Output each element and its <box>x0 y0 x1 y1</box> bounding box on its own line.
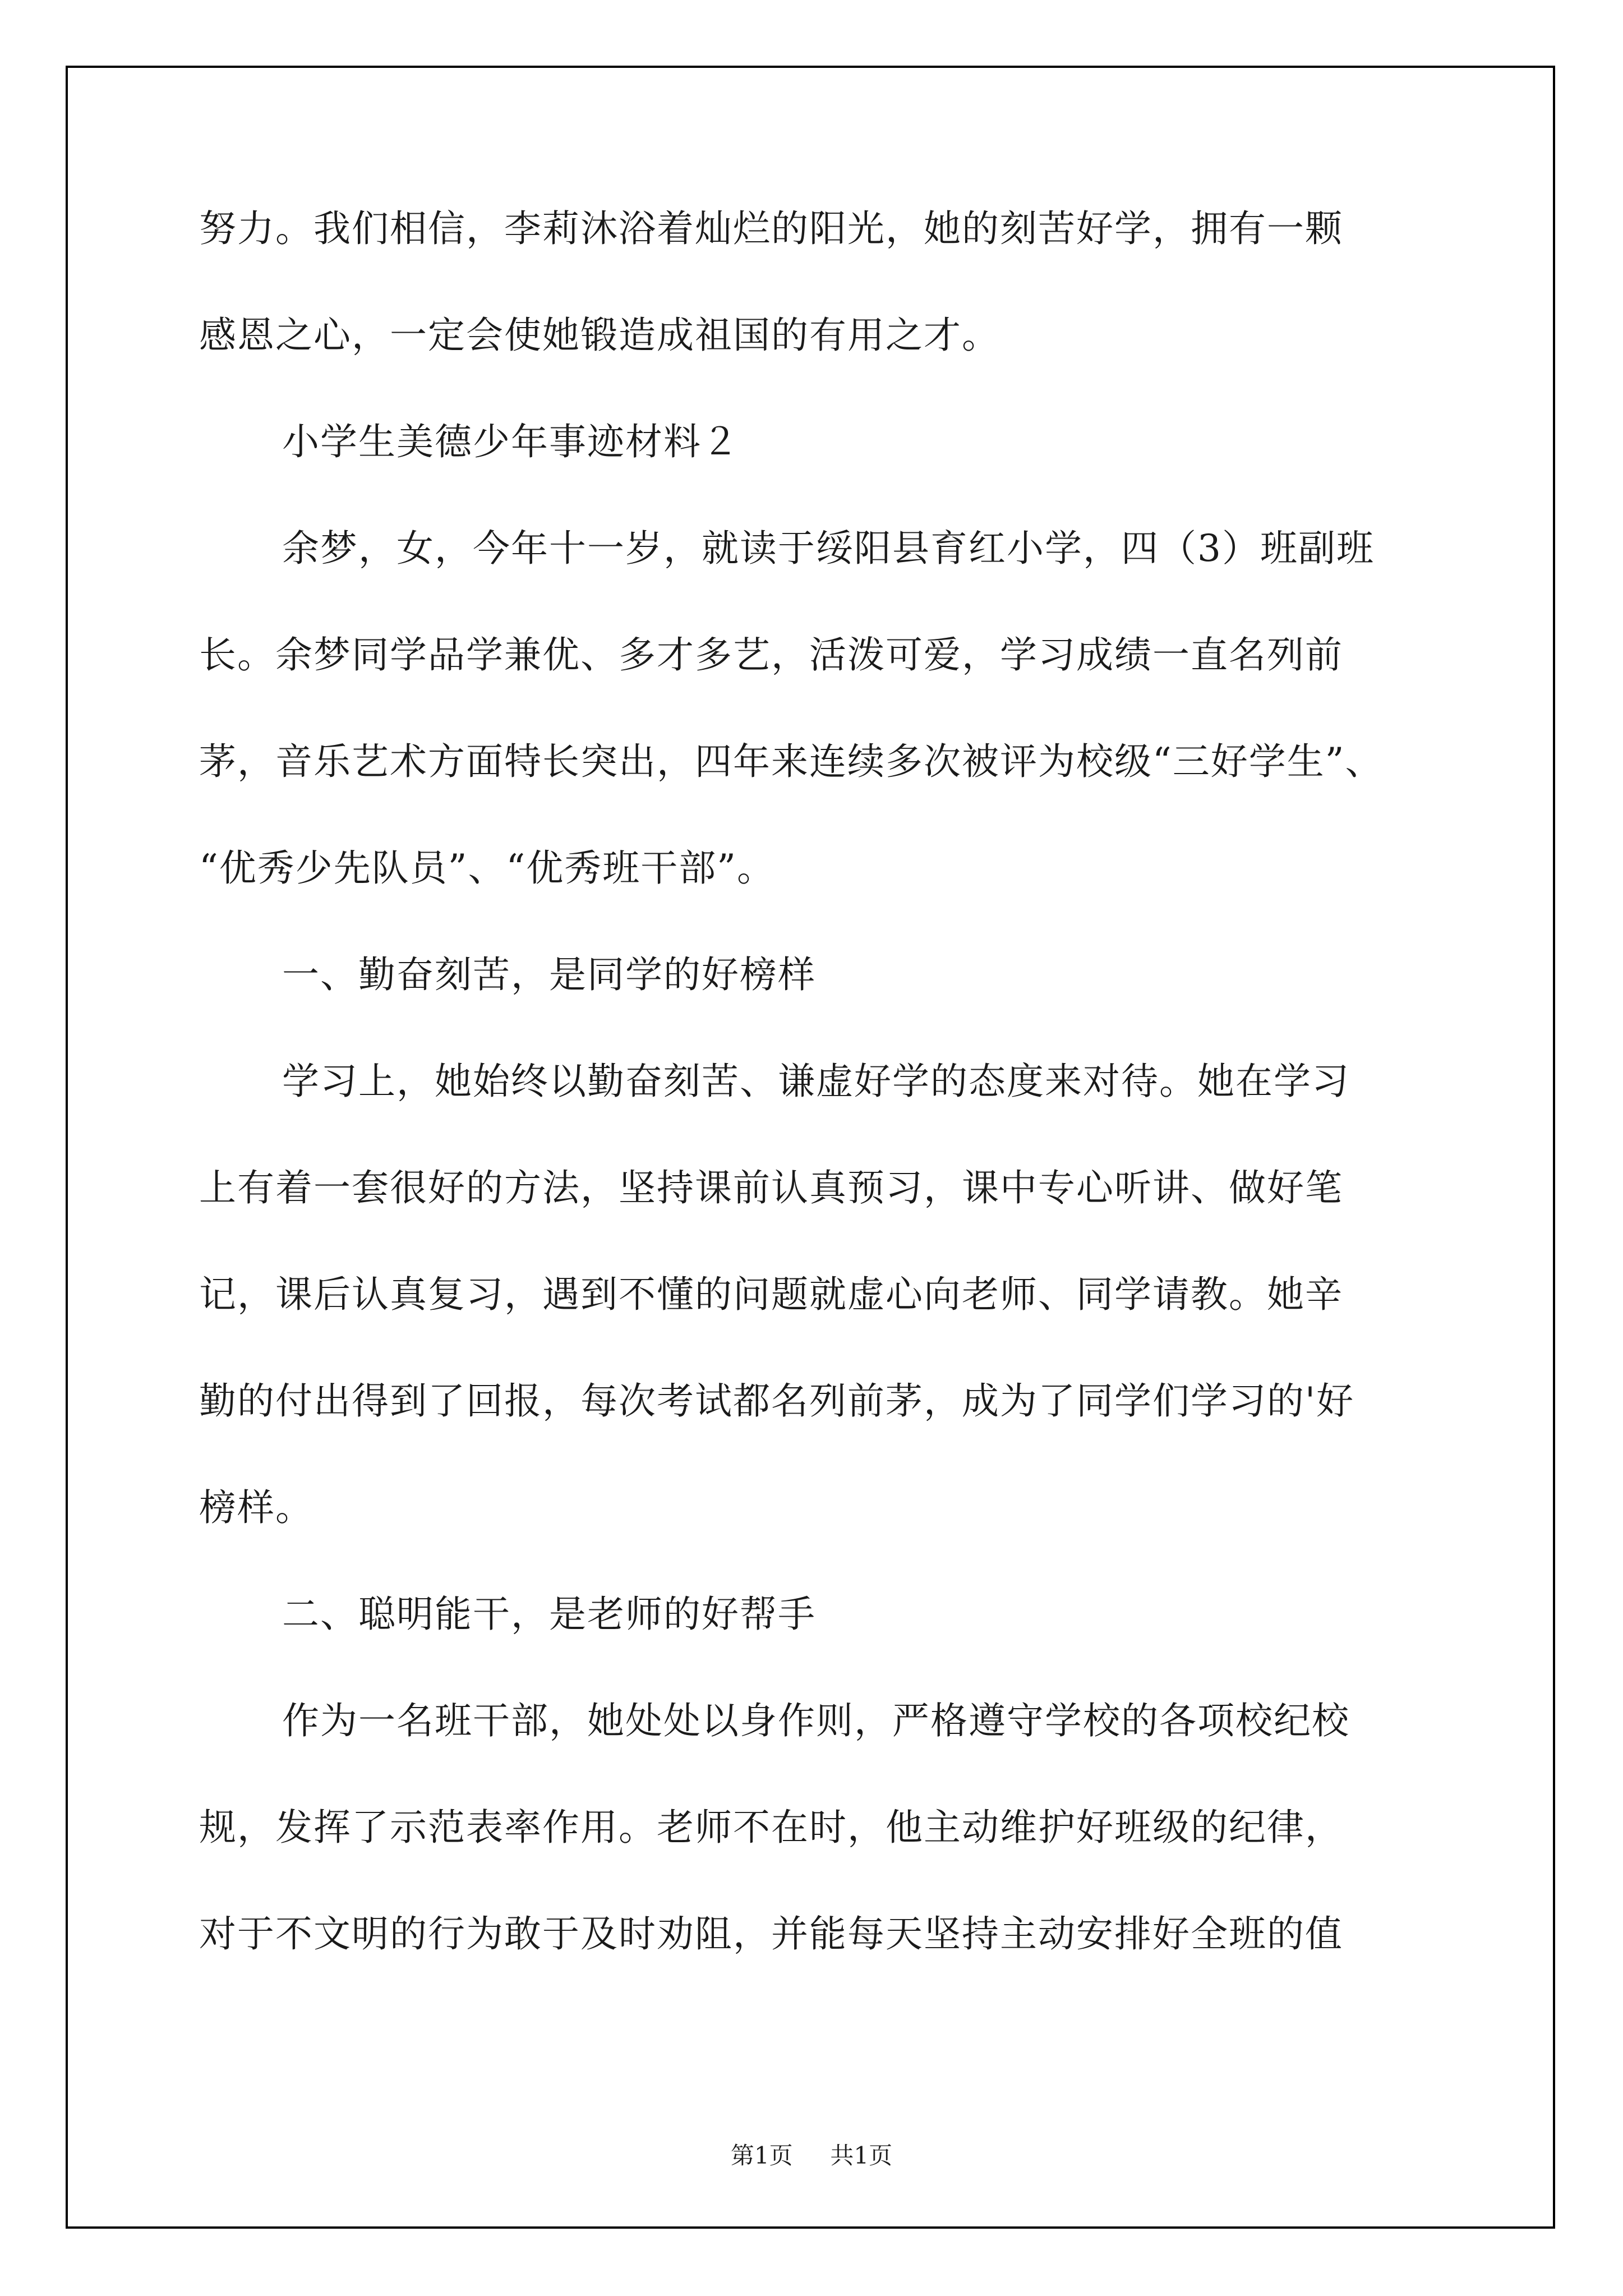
text-line: 努力。我们相信，李莉沐浴着灿烂的阳光，她的刻苦好学，拥有一颗 <box>199 207 1343 250</box>
section-heading: 二、聪明能干，是老师的好帮手 <box>282 1593 816 1636</box>
text-line: 上有着一套很好的方法，坚持课前认真预习，课中专心听讲、做好笔 <box>199 1166 1343 1209</box>
text-line: 感恩之心，一定会使她锻造成祖国的有用之才。 <box>199 314 1000 357</box>
page-number-total: 共1页 <box>830 2142 893 2169</box>
text-line: 茅，音乐艺术方面特长突出，四年来连续多次被评为校级“三好学生”、 <box>199 740 1384 783</box>
text-line: 勤的付出得到了回报，每次考试都名列前茅，成为了同学们学习的'好 <box>199 1379 1355 1423</box>
page-number-current: 第1页 <box>730 2142 793 2169</box>
text-line: “优秀少先队员”、“优秀班干部”。 <box>199 846 775 890</box>
text-line: 规，发挥了示范表率作用。老师不在时，他主动维护好班级的纪律， <box>199 1806 1343 1849</box>
text-line: 学习上，她始终以勤奋刻苦、谦虚好学的态度来对待。她在学习 <box>282 1060 1350 1103</box>
text-line: 对于不文明的行为敢于及时劝阻，并能每天坚持主动安排好全班的值 <box>199 1912 1343 1955</box>
section-heading: 一、勤奋刻苦，是同学的好榜样 <box>282 953 816 996</box>
text-line: 榜样。 <box>199 1486 313 1529</box>
text-line: 记，课后认真复习，遇到不懂的问题就虚心向老师、同学请教。她辛 <box>199 1273 1343 1316</box>
page-footer <box>0 2137 1623 2171</box>
text-line: 余梦，女，今年十一岁，就读于绥阳县育红小学，四（3）班副班 <box>282 527 1375 570</box>
document-body <box>199 207 1433 2022</box>
text-line: 长。余梦同学品学兼优、多才多艺，活泼可爱，学习成绩一直名列前 <box>199 633 1343 677</box>
section-title: 小学生美德少年事迹材料２ <box>282 420 740 463</box>
text-line: 作为一名班干部，她处处以身作则，严格遵守学校的各项校纪校 <box>282 1699 1350 1742</box>
